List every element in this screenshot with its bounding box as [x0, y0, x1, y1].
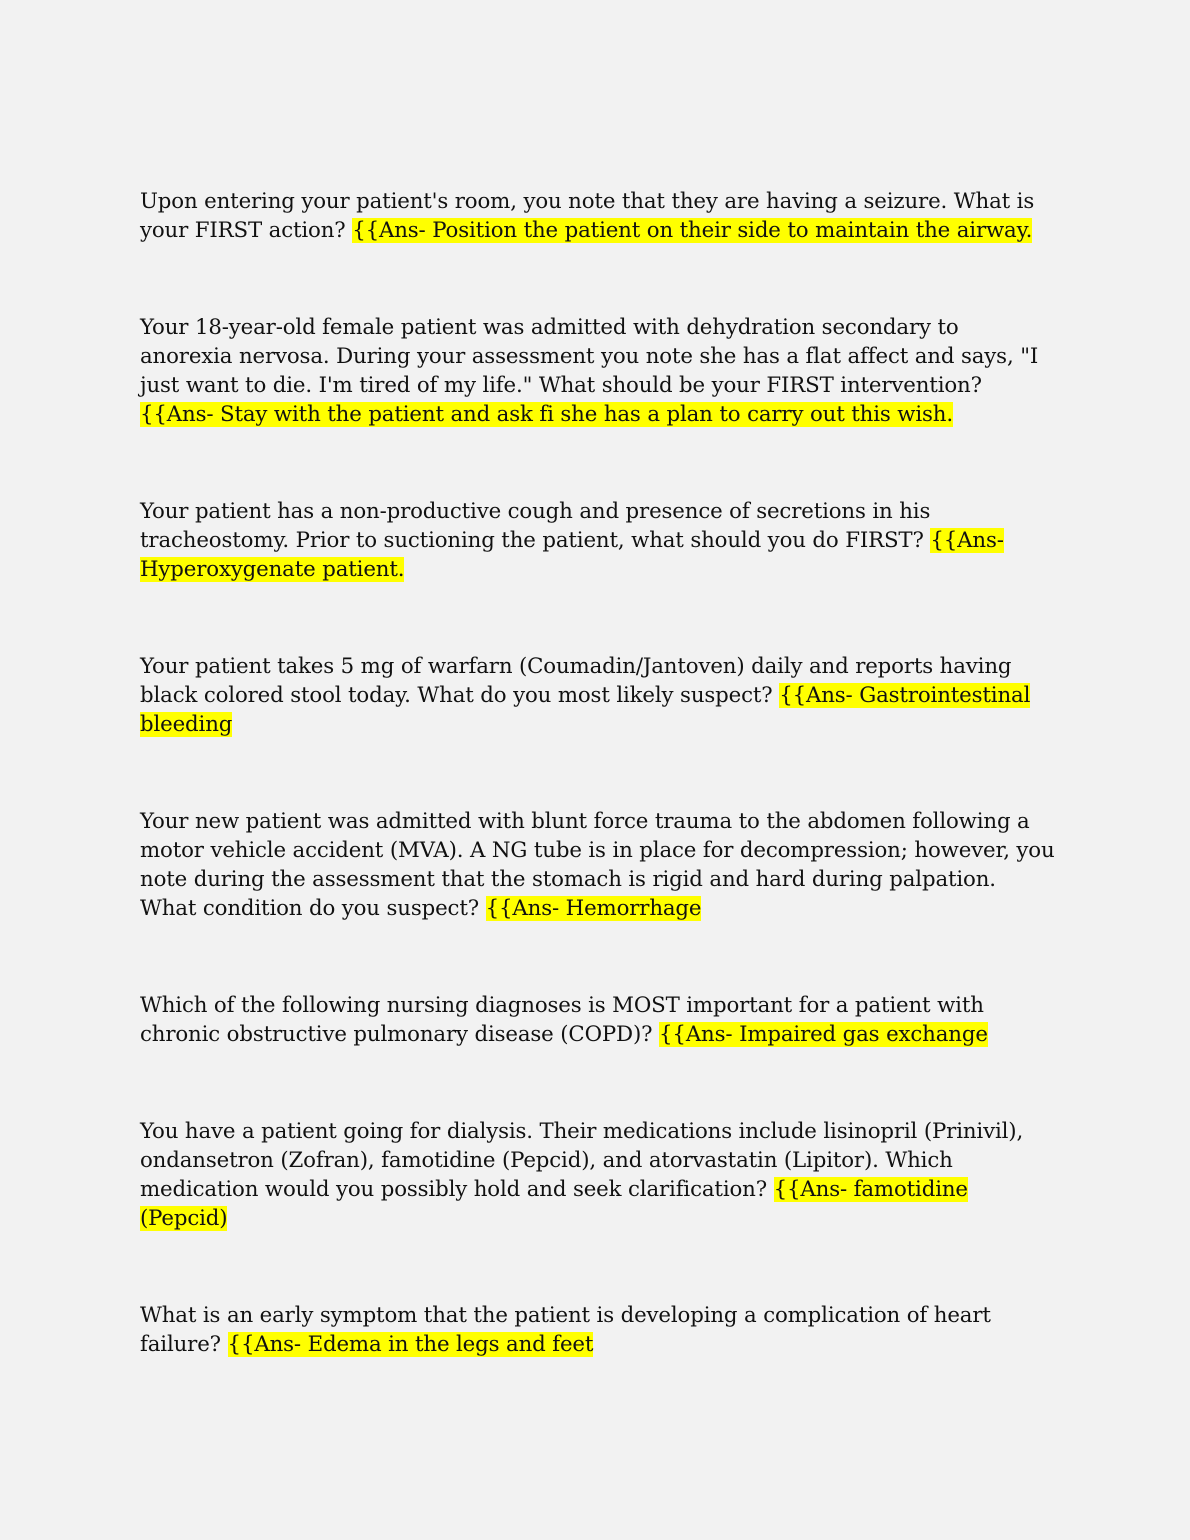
question-text: Upon entering your patient's room, you note that they are having a seizure. What is your FIRST action?: [140, 189, 1035, 243]
qa-item-1: [140, 187, 1055, 245]
answer-highlight: {{Ans- Impaired gas exchange: [659, 1022, 988, 1047]
qa-item-7: [140, 1117, 1055, 1233]
answer-highlight: {{Ans- Hemorrhage: [485, 896, 702, 921]
qa-item-8: [140, 1301, 1055, 1359]
question-text: Which of the following nursing diagnoses is MOST important for a patient with chronic obstructive pulmonary disease (COPD)?: [140, 993, 984, 1047]
qa-item-3: [140, 497, 1055, 584]
document-page: [140, 187, 1055, 1427]
question-text: Your patient has a non-productive cough and presence of secretions in his tracheostomy. Prior to suctioning the patient, what should you do FIRST?: [140, 499, 931, 553]
question-text: You have a patient going for dialysis. Their medications include lisinopril (Prinivil), ondansetron (Zofran), famotidine (Pepcid), and atorvastatin (Lipitor). Which medication would you possibly hold and seek clarification?: [140, 1119, 1024, 1202]
answer-highlight: {{Ans- famotidine (Pepcid): [140, 1177, 968, 1231]
qa-item-5: [140, 807, 1055, 923]
answer-highlight: {{Ans- Position the patient on their side to maintain the airway.: [352, 218, 1033, 243]
answer-highlight: {{Ans- Hyperoxygenate patient.: [140, 528, 1004, 582]
answer-highlight: {{Ans- Stay with the patient and ask fi she has a plan to carry out this wish.: [140, 402, 953, 427]
qa-item-2: [140, 313, 1055, 429]
question-text: Your 18-year-old female patient was admitted with dehydration secondary to anorexia nervosa. During your assessment you note she has a flat affect and says, "I just want to die. I'm tired of my life." What should be your FIRST intervention?: [140, 315, 1039, 398]
qa-item-6: [140, 991, 1055, 1049]
answer-highlight: {{Ans- Edema in the legs and feet: [227, 1332, 594, 1357]
question-text: What is an early symptom that the patient is developing a complication of heart failure?: [140, 1303, 991, 1357]
answer-highlight: {{Ans- Gastrointestinal bleeding: [140, 683, 1031, 737]
question-text: Your new patient was admitted with blunt force trauma to the abdomen following a motor vehicle accident (MVA). A NG tube is in place for decompression; however, you note during the assessment that the stomach is rigid and hard during palpation. What condition do you suspect?: [140, 809, 1055, 921]
qa-item-4: [140, 652, 1055, 739]
question-text: Your patient takes 5 mg of warfarn (Coumadin/Jantoven) daily and reports having black colored stool today. What do you most likely suspect?: [140, 654, 1012, 708]
